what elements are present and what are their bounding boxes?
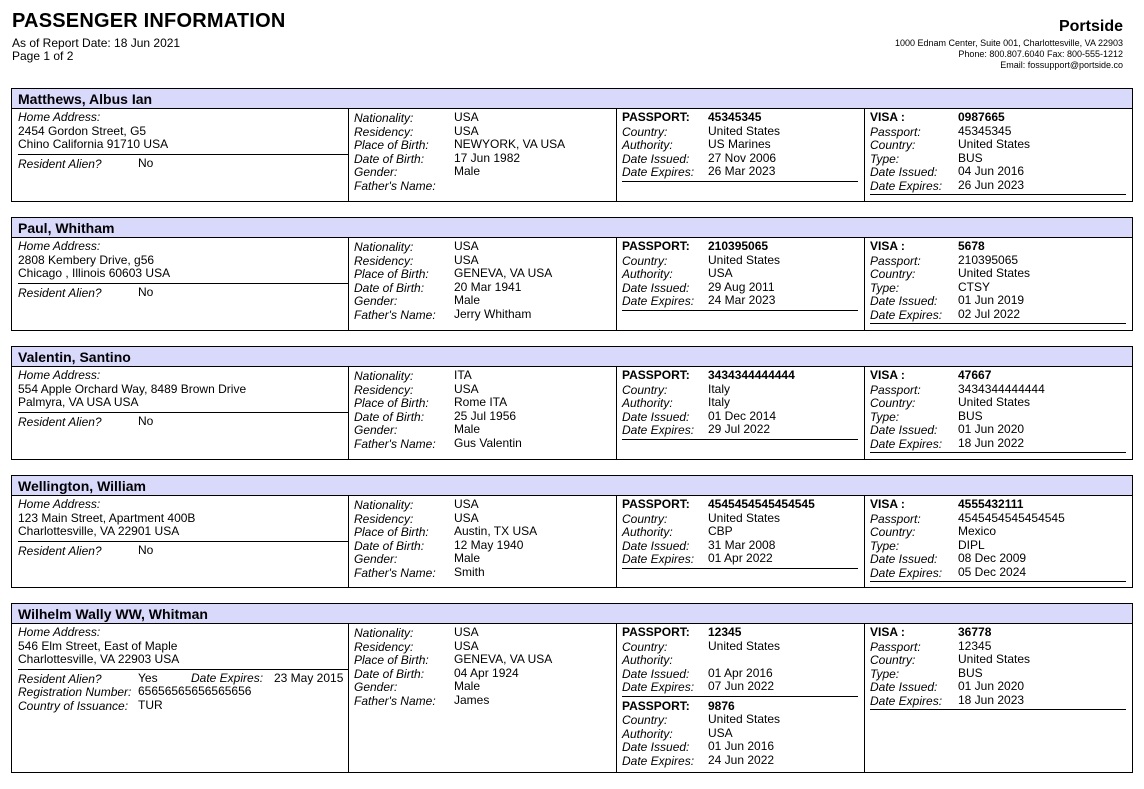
residency-label: Residency:: [354, 639, 414, 654]
nationality-label: Nationality:: [354, 498, 414, 512]
address-line-1: 546 Elm Street, East of Maple: [18, 638, 178, 653]
visa-type-label: Type:: [870, 409, 900, 424]
date-issued-label: Date Issued:: [622, 280, 690, 295]
resident-alien-label: Resident Alien?: [18, 414, 102, 429]
divider: [870, 452, 1126, 453]
company-address: 1000 Ednam Center, Suite 001, Charlottesville, VA 22903: [895, 38, 1123, 48]
passport-label: PASSPORT:: [622, 110, 690, 124]
visa-issued: 01 Jun 2019: [958, 293, 1025, 307]
passport-expires: 26 Mar 2023: [708, 164, 776, 178]
place-of-birth-label: Place of Birth:: [354, 138, 429, 152]
date-issued-label: Date Issued:: [622, 666, 690, 681]
authority-label: Authority:: [622, 525, 673, 539]
passport-issued: 01 Dec 2014: [708, 408, 777, 423]
date-of-birth-value: 04 Apr 1924: [454, 665, 519, 680]
passport-issued: 31 Mar 2008: [708, 537, 776, 552]
visa-label: VISA :: [870, 110, 905, 124]
divider: [870, 323, 1126, 324]
passport-number: 210395065: [708, 239, 769, 253]
resident-alien-value: No: [138, 542, 154, 557]
visa-issued: 01 Jun 2020: [958, 679, 1025, 693]
authority-label: Authority:: [622, 138, 673, 152]
alien-expires-label: Date Expires:: [191, 670, 264, 685]
passport-issued: 27 Nov 2006: [708, 150, 777, 165]
resident-alien-label: Resident Alien?: [18, 285, 102, 300]
address-column: [12, 624, 349, 772]
visa-expires: 18 Jun 2022: [958, 435, 1025, 450]
visa-type-label: Type:: [870, 280, 900, 295]
country-label: Country:: [622, 382, 668, 397]
passenger-name: Paul, Whitham: [12, 218, 1132, 238]
date-issued-label: Date Issued:: [622, 538, 690, 553]
authority-label: Authority:: [622, 653, 673, 667]
gender-value: Male: [454, 679, 481, 693]
date-expires-label: Date Expires:: [622, 552, 695, 566]
visa-issued: 01 Jun 2020: [958, 422, 1025, 436]
nationality-value: ITA: [454, 368, 472, 382]
personal-column: [348, 109, 617, 201]
report-date: As of Report Date: 18 Jun 2021: [12, 36, 181, 50]
passenger-card: [11, 603, 1133, 773]
visa-column: [864, 109, 1132, 201]
gender-label: Gender:: [354, 165, 398, 179]
residency-label: Residency:: [354, 511, 414, 526]
personal-column: [348, 624, 617, 772]
gender-label: Gender:: [354, 423, 398, 437]
personal-column: [348, 367, 617, 459]
place-of-birth-label: Place of Birth:: [354, 653, 429, 667]
gender-value: Male: [454, 422, 481, 436]
date-issued-label: Date Issued:: [622, 740, 690, 754]
passport-column: [616, 496, 865, 587]
passport-number: 3434344444444: [708, 368, 795, 382]
divider: [18, 283, 348, 284]
divider: [870, 194, 1126, 195]
place-of-birth-value: NEWYORK, VA USA: [454, 137, 566, 151]
date-of-birth-value: 12 May 1940: [454, 537, 524, 552]
gender-label: Gender:: [354, 680, 398, 694]
date-of-birth-label: Date of Birth:: [354, 666, 425, 681]
passenger-name: Matthews, Albus Ian: [12, 89, 1132, 109]
visa-issued-label: Date Issued:: [870, 165, 938, 179]
gender-value: Male: [454, 164, 481, 178]
passport-label: PASSPORT:: [622, 497, 690, 511]
resident-alien-value: No: [138, 413, 154, 428]
divider: [870, 581, 1126, 582]
address-line-2: Charlottesville, VA 22901 USA: [18, 524, 180, 538]
passport-label: PASSPORT:: [622, 239, 690, 253]
nationality-value: USA: [454, 110, 479, 124]
nationality-label: Nationality:: [354, 626, 414, 640]
nationality-label: Nationality:: [354, 240, 414, 254]
divider: [622, 696, 858, 697]
fathers-name-value: Gus Valentin: [454, 435, 522, 450]
fathers-name-value: James: [454, 692, 490, 707]
passport-country: United States: [708, 712, 781, 726]
visa-passport: 4545454545454545: [958, 510, 1065, 525]
passport-expires: 07 Jun 2022: [708, 679, 775, 693]
visa-passport: 210395065: [958, 252, 1019, 267]
visa-passport-label: Passport:: [870, 511, 921, 526]
residency-value: USA: [454, 123, 479, 138]
visa-country: United States: [958, 395, 1031, 409]
visa-expires-label: Date Expires:: [870, 565, 943, 580]
divider: [622, 568, 858, 569]
visa-country: Mexico: [958, 524, 997, 538]
passport-issued: 01 Jun 2016: [708, 739, 775, 753]
personal-column: [348, 496, 617, 587]
visa-issued: 04 Jun 2016: [958, 164, 1025, 178]
passport-country: United States: [708, 510, 781, 525]
visa-issued-label: Date Issued:: [870, 552, 938, 566]
date-issued-label: Date Issued:: [622, 151, 690, 166]
gender-label: Gender:: [354, 552, 398, 566]
nationality-value: USA: [454, 239, 479, 253]
visa-type-label: Type:: [870, 151, 900, 166]
country-of-issuance-value: TUR: [138, 697, 163, 712]
residency-value: USA: [454, 510, 479, 525]
date-expires-label: Date Expires:: [622, 680, 695, 694]
address-line-2: Charlottesville, VA 22903 USA: [18, 652, 180, 666]
passport-expires: 29 Jul 2022: [708, 422, 771, 436]
passport-country: United States: [708, 638, 781, 653]
authority-label: Authority:: [622, 726, 673, 741]
date-of-birth-label: Date of Birth:: [354, 538, 425, 553]
visa-issued-label: Date Issued:: [870, 294, 938, 308]
divider: [622, 439, 858, 440]
passport-number: 4545454545454545: [708, 497, 815, 511]
residency-value: USA: [454, 381, 479, 396]
visa-type-label: Type:: [870, 666, 900, 681]
resident-alien-value: Yes: [138, 670, 158, 685]
visa-type: BUS: [958, 150, 983, 165]
address-column: [12, 496, 349, 587]
visa-expires-label: Date Expires:: [870, 307, 943, 322]
visa-expires-label: Date Expires:: [870, 178, 943, 193]
passport-label: PASSPORT:: [622, 625, 690, 639]
address-column: [12, 367, 349, 459]
passport-authority: CBP: [708, 524, 733, 538]
visa-type: BUS: [958, 665, 983, 680]
address-line-1: 2454 Gordon Street, G5: [18, 123, 147, 138]
place-of-birth-label: Place of Birth:: [354, 525, 429, 539]
passport-issued: 01 Apr 2016: [708, 665, 773, 680]
visa-issued-label: Date Issued:: [870, 680, 938, 694]
passenger-card: [11, 346, 1133, 460]
visa-column: [864, 367, 1132, 459]
passport-number: 12345: [708, 625, 742, 639]
passport-issued: 29 Aug 2011: [708, 279, 775, 294]
alien-expires-value: 23 May 2015: [274, 670, 344, 685]
date-expires-label: Date Expires:: [622, 165, 695, 179]
resident-alien-value: No: [138, 155, 154, 170]
visa-country-label: Country:: [870, 525, 916, 539]
passport-number: 9876: [708, 698, 735, 713]
company-email: Email: fossupport@portside.co: [1000, 60, 1123, 70]
passport-expires: 24 Mar 2023: [708, 293, 776, 307]
visa-type-label: Type:: [870, 538, 900, 553]
date-expires-label: Date Expires:: [622, 423, 695, 437]
passenger-name: Wellington, William: [12, 476, 1132, 496]
resident-alien-label: Resident Alien?: [18, 543, 102, 558]
home-address-label: Home Address:: [18, 368, 101, 382]
passport-label: PASSPORT:: [622, 368, 690, 382]
passport-column: [616, 109, 865, 201]
visa-label: VISA :: [870, 239, 905, 253]
passenger-card: [11, 88, 1133, 202]
fathers-name-value: Smith: [454, 564, 485, 579]
date-of-birth-label: Date of Birth:: [354, 151, 425, 166]
residency-label: Residency:: [354, 253, 414, 268]
date-expires-label: Date Expires:: [622, 294, 695, 308]
nationality-label: Nationality:: [354, 369, 414, 383]
nationality-value: USA: [454, 497, 479, 511]
address-column: [12, 238, 349, 330]
visa-passport-label: Passport:: [870, 124, 921, 139]
gender-value: Male: [454, 293, 481, 307]
visa-type: DIPL: [958, 537, 985, 552]
passport-expires: 24 Jun 2022: [708, 752, 775, 767]
country-label: Country:: [622, 253, 668, 268]
visa-expires: 02 Jul 2022: [958, 306, 1021, 321]
visa-passport: 3434344444444: [958, 381, 1045, 396]
country-label: Country:: [622, 124, 668, 139]
authority-label: Authority:: [622, 396, 673, 410]
visa-column: [864, 238, 1132, 330]
divider: [18, 669, 348, 670]
place-of-birth-label: Place of Birth:: [354, 267, 429, 281]
country-label: Country:: [622, 639, 668, 654]
visa-country: United States: [958, 266, 1031, 280]
residency-label: Residency:: [354, 382, 414, 397]
home-address-label: Home Address:: [18, 497, 101, 511]
divider: [870, 709, 1126, 710]
resident-alien-value: No: [138, 284, 154, 299]
visa-issued-label: Date Issued:: [870, 423, 938, 437]
divider: [18, 412, 348, 413]
visa-expires: 18 Jun 2023: [958, 692, 1025, 707]
visa-expires: 26 Jun 2023: [958, 177, 1025, 192]
visa-country-label: Country:: [870, 396, 916, 410]
registration-number-value: 65656565656565656: [138, 684, 252, 698]
place-of-birth-value: GENEVA, VA USA: [454, 652, 553, 666]
passport-column: [616, 238, 865, 330]
visa-expires: 05 Dec 2024: [958, 564, 1027, 579]
divider: [18, 154, 348, 155]
fathers-name-label: Father's Name:: [354, 307, 436, 322]
place-of-birth-value: GENEVA, VA USA: [454, 266, 553, 280]
visa-passport-label: Passport:: [870, 253, 921, 268]
address-line-1: 2808 Kembery Drive, g56: [18, 252, 155, 267]
divider: [622, 181, 858, 182]
address-column: [12, 109, 349, 201]
date-of-birth-label: Date of Birth:: [354, 409, 425, 424]
passport-country: United States: [708, 252, 781, 267]
passenger-name: Valentin, Santino: [12, 347, 1132, 367]
date-of-birth-label: Date of Birth:: [354, 280, 425, 295]
fathers-name-label: Father's Name:: [354, 178, 436, 193]
visa-passport-label: Passport:: [870, 382, 921, 397]
visa-passport: 12345: [958, 638, 992, 653]
passenger-card: [11, 475, 1133, 588]
nationality-label: Nationality:: [354, 111, 414, 125]
gender-value: Male: [454, 551, 481, 565]
visa-passport-label: Passport:: [870, 639, 921, 654]
passport-authority: USA: [708, 266, 733, 280]
passport-authority: Italy: [708, 395, 731, 409]
visa-issued: 08 Dec 2009: [958, 551, 1027, 565]
divider: [18, 541, 348, 542]
date-of-birth-value: 25 Jul 1956: [454, 408, 517, 423]
country-of-issuance-label: Country of Issuance:: [18, 698, 129, 713]
place-of-birth-value: Austin, TX USA: [454, 524, 538, 538]
country-label: Country:: [622, 511, 668, 526]
passport-label: PASSPORT:: [622, 698, 690, 713]
gender-label: Gender:: [354, 294, 398, 308]
residency-value: USA: [454, 638, 479, 653]
address-line-2: Chino California 91710 USA: [18, 137, 169, 151]
home-address-label: Home Address:: [18, 110, 101, 124]
visa-number: 36778: [958, 625, 992, 639]
visa-column: [864, 496, 1132, 587]
company-block: [895, 18, 1123, 71]
place-of-birth-label: Place of Birth:: [354, 396, 429, 410]
visa-column: [864, 624, 1132, 772]
home-address-label: Home Address:: [18, 239, 101, 253]
nationality-value: USA: [454, 625, 479, 639]
address-line-2: Chicago , Illinois 60603 USA: [18, 266, 171, 280]
report-title: PASSENGER INFORMATION: [12, 10, 286, 32]
resident-alien-label: Resident Alien?: [18, 156, 102, 171]
passport-authority: USA: [708, 725, 733, 740]
visa-label: VISA :: [870, 368, 905, 382]
passenger-card: [11, 217, 1133, 331]
authority-label: Authority:: [622, 267, 673, 281]
date-issued-label: Date Issued:: [622, 409, 690, 424]
address-line-1: 123 Main Street, Apartment 400B: [18, 510, 196, 525]
page-number: Page 1 of 2: [12, 49, 74, 63]
visa-label: VISA :: [870, 625, 905, 639]
fathers-name-label: Father's Name:: [354, 436, 436, 451]
visa-country-label: Country:: [870, 138, 916, 152]
passport-column: [616, 367, 865, 459]
personal-column: [348, 238, 617, 330]
divider: [622, 310, 858, 311]
visa-country: United States: [958, 652, 1031, 666]
residency-label: Residency:: [354, 124, 414, 139]
date-of-birth-value: 17 Jun 1982: [454, 150, 521, 165]
passport-expires: 01 Apr 2022: [708, 551, 773, 565]
passport-country: Italy: [708, 381, 731, 396]
visa-type: CTSY: [958, 279, 991, 294]
fathers-name-label: Father's Name:: [354, 693, 436, 708]
visa-country-label: Country:: [870, 653, 916, 667]
passport-column: [616, 624, 865, 772]
visa-country: United States: [958, 137, 1031, 151]
country-label: Country:: [622, 713, 668, 727]
visa-passport: 45345345: [958, 123, 1012, 138]
passport-number: 45345345: [708, 110, 762, 124]
place-of-birth-value: Rome ITA: [454, 395, 508, 409]
residency-value: USA: [454, 252, 479, 267]
passenger-name: Wilhelm Wally WW, Whitman: [12, 604, 1132, 624]
passport-country: United States: [708, 123, 781, 138]
company-phone-fax: Phone: 800.807.6040 Fax: 800-555-1212: [958, 49, 1123, 59]
passport-authority: US Marines: [708, 137, 771, 151]
home-address-label: Home Address:: [18, 625, 101, 639]
visa-number: 4555432111: [958, 497, 1024, 511]
visa-type: BUS: [958, 408, 983, 423]
visa-number: 5678: [958, 239, 985, 253]
visa-expires-label: Date Expires:: [870, 693, 943, 708]
address-line-2: Palmyra, VA USA USA: [18, 395, 139, 409]
visa-number: 47667: [958, 368, 992, 382]
date-of-birth-value: 20 Mar 1941: [454, 279, 522, 294]
address-line-1: 554 Apple Orchard Way, 8489 Brown Drive: [18, 381, 247, 396]
date-expires-label: Date Expires:: [622, 753, 695, 768]
company-name: Portside: [1058, 18, 1123, 35]
fathers-name-label: Father's Name:: [354, 565, 436, 580]
registration-number-label: Registration Number:: [18, 685, 132, 699]
visa-expires-label: Date Expires:: [870, 436, 943, 451]
visa-number: 0987665: [958, 110, 1005, 124]
visa-country-label: Country:: [870, 267, 916, 281]
visa-label: VISA :: [870, 497, 905, 511]
resident-alien-label: Resident Alien?: [18, 671, 102, 686]
fathers-name-value: Jerry Whitham: [454, 306, 532, 321]
